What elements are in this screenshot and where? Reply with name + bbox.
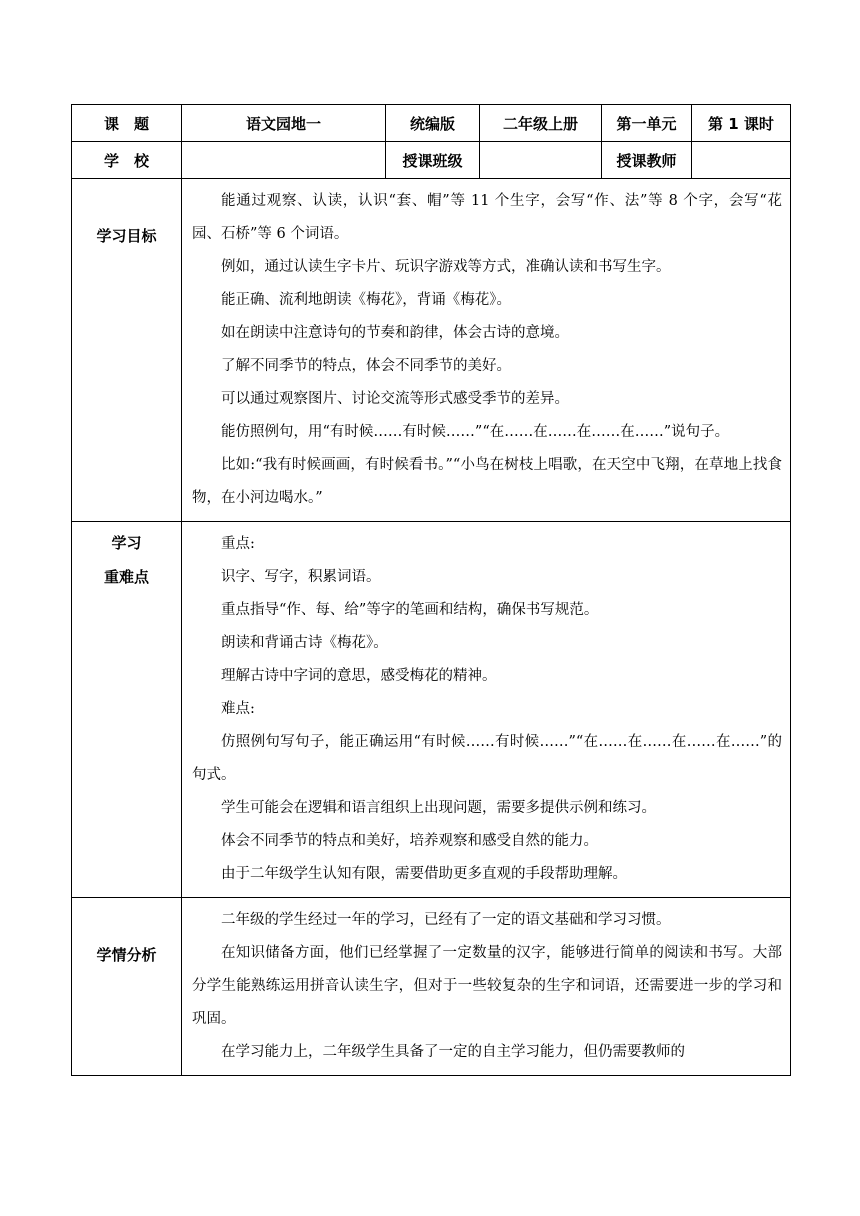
objective-paragraph: 例如，通过认读生字卡片、玩识字游戏等方式，准确认读和书写生字。 [221, 259, 671, 275]
lesson-number-cell: 第 1 课时 [692, 105, 791, 142]
analysis-paragraph: 在知识储备方面，他们已经掌握了一定数量的汉字，能够进行简单的阅读和书写。大部分学生能熟练运用拼音认读生字，但对于一些较复杂的生字和词语，还需要进一步的学习和巩固。 [192, 945, 782, 1027]
analysis-paragraph: 二年级的学生经过一年的学习，已经有了一定的语文基础和学习习惯。 [221, 912, 671, 928]
key-point-paragraph: 识字、写字，积累词语。 [221, 569, 381, 585]
key-point-paragraph: 仿照例句写句子，能正确运用“有时候……有时候……”“在……在……在……在……”的句式。 [192, 734, 782, 783]
key-points-label-line1: 学习 [111, 534, 142, 552]
key-point-paragraph: 体会不同季节的特点和美好，培养观察和感受自然的能力。 [221, 833, 598, 849]
analysis-label: 学情分析 [96, 946, 157, 964]
key-points-label-cell [72, 522, 182, 898]
objective-paragraph: 能正确、流利地朗读《梅花》，背诵《梅花》。 [221, 292, 511, 308]
objectives-label: 学习目标 [96, 227, 157, 245]
key-points-content [182, 522, 791, 898]
key-points-label-line2: 重难点 [103, 568, 149, 586]
header-row-school [72, 142, 791, 179]
topic-value: 语文园地一 [182, 105, 386, 142]
objective-paragraph: 可以通过观察图片、讨论交流等形式感受季节的差异。 [221, 391, 569, 407]
objective-paragraph: 比如:“我有时候画画，有时候看书。”“小鸟在树枝上唱歌，在天空中飞翔，在草地上找食物，在小河边喝水。” [192, 457, 782, 506]
objectives-content [182, 179, 791, 522]
edition-cell: 统编版 [386, 105, 480, 142]
teacher-value[interactable] [692, 142, 791, 179]
objective-paragraph: 能通过观察、认读，认识“套、帽”等 11 个生字，会写“作、法”等 8 个字，会写“花园、石桥”等 6 个词语。 [192, 193, 782, 242]
objective-paragraph: 能仿照例句，用“有时候……有时候……”“在……在……在……在……”说句子。 [221, 424, 730, 440]
key-point-paragraph: 重点: [221, 536, 255, 552]
key-point-paragraph: 重点指导“作、每、给”等字的笔画和结构，确保书写规范。 [221, 602, 599, 618]
analysis-row [72, 898, 791, 1076]
class-value[interactable] [480, 142, 602, 179]
school-value[interactable] [182, 142, 386, 179]
class-label: 授课班级 [386, 142, 480, 179]
key-point-paragraph: 难点: [221, 701, 255, 717]
key-points-label [72, 522, 181, 594]
key-point-paragraph: 理解古诗中字词的意思，感受梅花的精神。 [221, 668, 497, 684]
key-point-paragraph: 学生可能会在逻辑和语言组织上出现问题，需要多提供示例和练习。 [221, 800, 656, 816]
header-row-topic [72, 105, 791, 142]
topic-label: 课 题 [72, 105, 182, 142]
unit-cell: 第一单元 [602, 105, 692, 142]
teacher-label: 授课教师 [602, 142, 692, 179]
analysis-paragraph: 在学习能力上，二年级学生具备了一定的自主学习能力，但仍需要教师的 [221, 1044, 685, 1060]
key-point-paragraph: 由于二年级学生认知有限，需要借助更多直观的手段帮助理解。 [221, 866, 627, 882]
key-points-row [72, 522, 791, 898]
lesson-plan-page [71, 104, 790, 1076]
lesson-plan-table [71, 104, 791, 1076]
school-label: 学 校 [72, 142, 182, 179]
objective-paragraph: 了解不同季节的特点，体会不同季节的美好。 [221, 358, 511, 374]
objectives-label-cell [72, 179, 182, 522]
objective-paragraph: 如在朗读中注意诗句的节奏和韵律，体会古诗的意境。 [221, 325, 569, 341]
analysis-content [182, 898, 791, 1076]
grade-cell: 二年级上册 [480, 105, 602, 142]
objectives-row [72, 179, 791, 522]
key-point-paragraph: 朗读和背诵古诗《梅花》。 [221, 635, 388, 651]
analysis-label-cell [72, 898, 182, 1076]
